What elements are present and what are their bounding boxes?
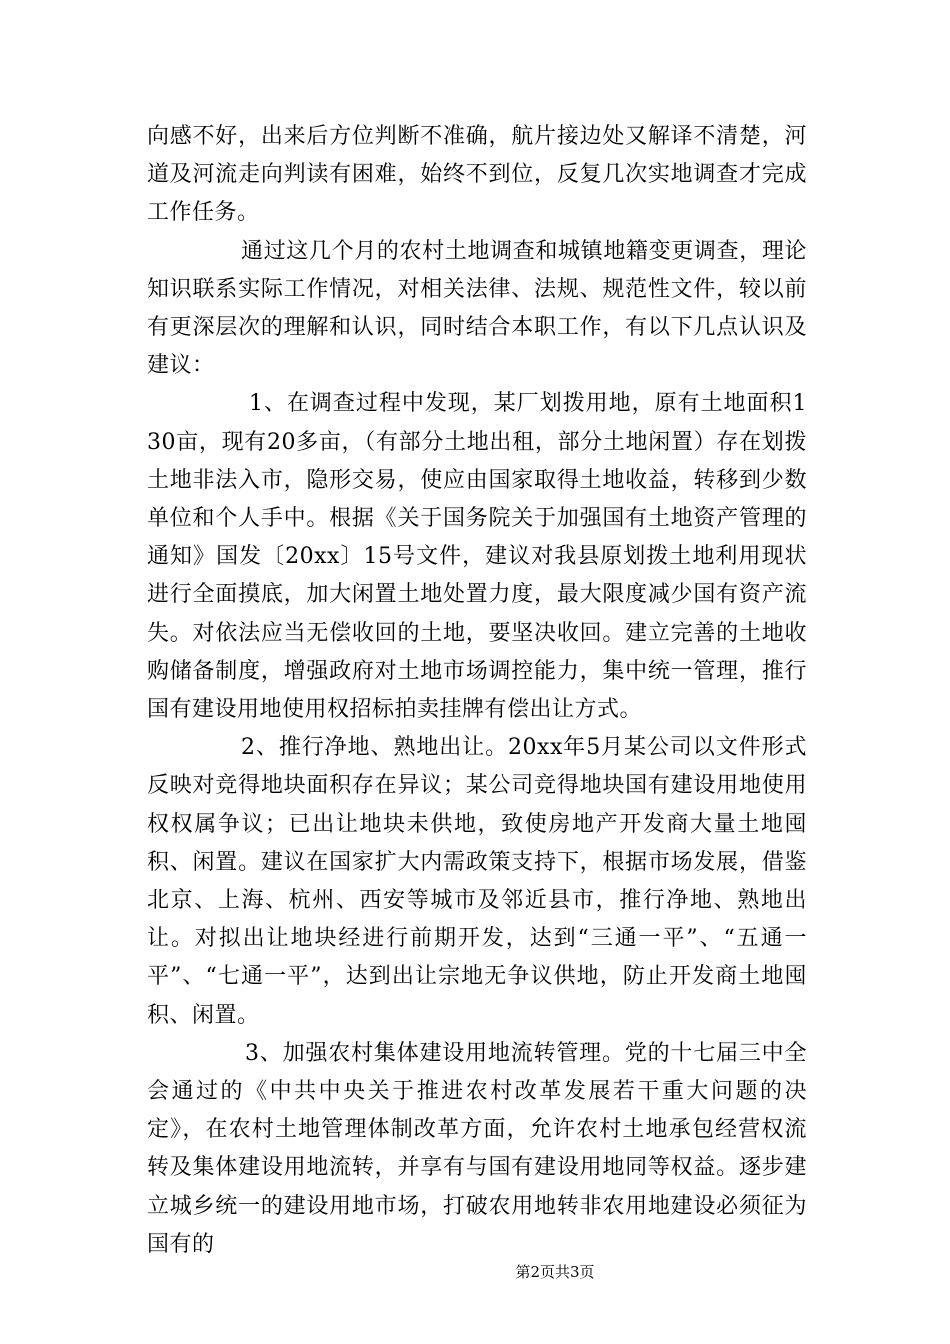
paragraph-point-2: 2、推行净地、熟地出让。20xx年5月某公司以文件形式反映对竞得地块面积存在异议；某公司竞得地块国有建设用地使用权权属争议；已出让地块未供地，致使房地产开发商大量土地囤积、闲置。建议在国家扩大内需政策支持下，根据市场发展，借鉴北京、上海、杭州、西安等城市及邻近县市，推行净地、熟地出让。对拟出让地块经进行前期开发，达到“三通一平”、“五通一平”、“七通一平”，达到出让宗地无争议供地，防止开发商土地囤积、闲置。 xyxy=(147,735,807,1028)
page-number: 第2页共3页 xyxy=(515,1263,595,1281)
paragraph-continuation: 向感不好，出来后方位判断不准确，航片接边处又解译不清楚，河道及河流走向判读有困难，始终不到位，反复几次实地调查才完成工作任务。 xyxy=(147,124,807,226)
paragraph-point-1: 1、在调查过程中发现，某厂划拨用地，原有土地面积130亩，现有20多亩，（有部分土地出租，部分土地闲置）存在划拨土地非法入市，隐形交易，使应由国家取得土地收益，转移到少数单位和个人手中。根据《关于国务院关于加强国有土地资产管理的通知》国发〔20xx〕15号文件，建议对我县原划拨土地利用现状进行全面摸底，加大闲置土地处置力度，最大限度减少国有资产流失。对依法应当无偿收回的土地，要坚决收回。建立完善的土地收购储备制度，增强政府对土地市场调控能力，集中统一管理，推行国有建设用地使用权招标拍卖挂牌有偿出让方式。 xyxy=(147,391,807,723)
paragraph-intro: 通过这几个月的农村土地调查和城镇地籍变更调查，理论知识联系实际工作情况，对相关法律、法规、规范性文件，较以前有更深层次的理解和认识，同时结合本职工作，有以下几点认识及建议： xyxy=(147,238,807,379)
paragraph-point-3: 3、加强农村集体建设用地流转管理。党的十七届三中全会通过的《中共中央关于推进农村改革发展若干重大问题的决定》，在农村土地管理体制改革方面，允许农村土地承包经营权流转及集体建设用地流转，并享有与国有建设用地同等权益。逐步建立城乡统一的建设用地市场，打破农用地转非农用地建设必须征为国有的 xyxy=(147,1040,807,1257)
page-footer xyxy=(0,1263,950,1281)
document-body xyxy=(147,118,807,1264)
